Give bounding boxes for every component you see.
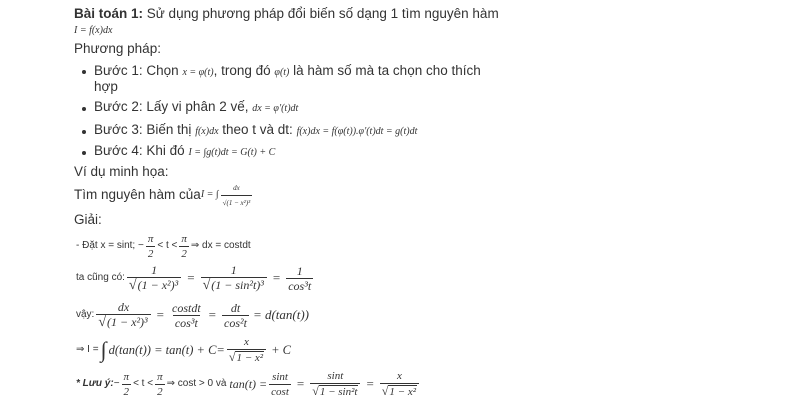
example-problem-lhs: I = ∫ (200, 189, 219, 200)
l4-body: d(tan(t)) = tan(t) + C= (108, 343, 225, 357)
problem-title-bold: Bài toán 1: (74, 6, 144, 21)
l2-fraction-3 (286, 265, 313, 292)
l5-mid: < t < (133, 378, 154, 389)
l5-f2-den-radicand: 1 − sin²t (319, 386, 358, 398)
step-3 (94, 122, 417, 140)
bullet-4 (82, 151, 86, 155)
method-heading: Phương pháp: (74, 41, 161, 56)
example-problem-num: dx (233, 183, 240, 192)
l5-note-label: * Lưu ý: (76, 378, 114, 389)
l2-f2-den-radicand: (1 − sin²t)³ (211, 278, 264, 292)
l5-fraction-2 (310, 370, 360, 398)
example-heading: Ví dụ minh họa: (74, 164, 169, 179)
l2-f2-num: 1 (230, 263, 237, 277)
l1-fraction-1 (146, 233, 156, 260)
solution-line-5: * Lưu ý: − $\frac{\pi}{2}$ < t < $\frac{\pi}{2}$ ⇒ cost > 0 và tan(t) = $\frac{\sin t}{\cos t}$ = $\frac{\sin t}{\text{√1 − sin²t}}$ = $\frac{x}{\text{√1 − x²}}$ (76, 369, 421, 399)
l5-tan: tan(t) = (229, 377, 268, 391)
problem-formula-math: I = f(x)dx (74, 25, 113, 36)
solution-heading: Giải: (74, 212, 102, 227)
step-1-text-a: Bước 1: Chọn (94, 63, 183, 78)
l2-f2-den: √(1 − sin²t)³ (201, 277, 267, 292)
solution-line-1 (76, 231, 251, 261)
l3-f1-den: √(1 − x²)³ (96, 314, 150, 329)
l1-num2: π (181, 232, 187, 245)
bullet-1 (82, 70, 86, 74)
l5-fraction-pi-1 (122, 371, 132, 398)
l4-f-num: x (244, 336, 249, 348)
l4-f-den: √1 − x² (227, 349, 266, 364)
l4-pre: ⇒ I = (76, 344, 99, 355)
step-3-math-2: f(x)dx = f(φ(t)).φ'(t)dt = g(t)dt (296, 126, 418, 137)
step-4 (94, 143, 275, 161)
l4-f-den-radicand: 1 − x² (236, 352, 264, 364)
l5-f3-den-radicand: 1 − x² (389, 386, 416, 398)
solution-line-4 (76, 334, 291, 366)
step-1 (94, 63, 481, 81)
l5-f2-den: √1 − sin²t (310, 383, 360, 398)
l1-pre: - Đặt x = sint; − (76, 240, 144, 251)
l5-f3-num: x (396, 370, 402, 382)
l5-f3-den: √1 − x² (380, 383, 419, 398)
l3-fraction-1 (96, 301, 150, 329)
l3-pre: vậy: (76, 309, 95, 320)
l3-f3-den: cos²t (224, 315, 247, 330)
l5-fraction-3 (380, 370, 419, 398)
step-2-math: dx = φ'(t)dt (252, 103, 299, 114)
l5-f1-den: cost (271, 385, 289, 398)
step-1-text-b: , trong đó (213, 63, 275, 78)
solution-line-3: vậy: $\frac{dx}{\text{√(1 − x²)³}}$ = $\frac{\text{costdt}}{\text{cos³t}}$ = $\frac{dt}{\text{cos²t}}$ = d(tan(t)) (76, 300, 310, 330)
l1-mid: < t < (157, 240, 178, 251)
l2-f3-num: 1 (296, 263, 303, 278)
l4-post: + C (271, 343, 291, 357)
example-problem (74, 181, 254, 209)
step-3-math-1: f(x)dx (195, 126, 219, 137)
step-3-text-b: theo t và dt: (218, 122, 297, 137)
step-1-math-2: φ(t) (274, 67, 290, 78)
l1-post: ⇒ dx = costdt (190, 240, 251, 251)
problem-title-text: Sử dụng phương pháp đổi biến số dạng 1 tìm nguyên hàm (143, 6, 499, 21)
l5-n1: π (123, 370, 130, 383)
example-problem-fraction (221, 182, 253, 209)
l3-post: = d(tan(t)) (252, 307, 310, 322)
l5-fraction-pi-2 (155, 371, 165, 398)
integral-sign: ∫ (100, 337, 107, 362)
l5-n2: π (157, 370, 163, 383)
l2-fraction-2 (201, 264, 267, 292)
l2-pre: ta cũng có: (76, 272, 125, 283)
l1-num: π (147, 232, 154, 245)
l5-b: ⇒ cost > 0 và (166, 378, 227, 389)
l1-den2: 2 (181, 247, 187, 260)
l2-f1-num: 1 (151, 263, 158, 277)
step-4-text: Bước 4: Khi đó (94, 143, 189, 158)
l1-den: 2 (147, 247, 154, 260)
l2-f3-den: cos³t (288, 278, 312, 293)
step-1-math-1: x = φ(t) (182, 67, 214, 78)
problem-title (74, 6, 499, 22)
example-problem-text: Tìm nguyên hàm của (74, 187, 201, 202)
l5-a: − (113, 378, 120, 389)
bullet-2 (82, 107, 86, 111)
l3-f1-den-radicand: (1 − x²)³ (107, 315, 148, 329)
step-4-math: I = ∫g(t)dt = G(t) + C (188, 147, 276, 158)
l5-d2: 2 (157, 385, 163, 398)
l2-f1-den-radicand: (1 − x²)³ (137, 278, 179, 292)
l3-f2-num: costdt (172, 300, 201, 315)
l3-f2-den: cos³t (174, 315, 198, 330)
l3-f3-num: dt (230, 300, 241, 315)
step-2-text: Bước 2: Lấy vi phân 2 vế, (94, 99, 253, 114)
step-3-text-a: Bước 3: Biến thị (94, 122, 196, 137)
step-1-continued: hợp (94, 79, 118, 94)
step-2 (94, 99, 298, 117)
l5-fraction-1 (269, 371, 291, 398)
solution-line-2: ta cũng có: $\frac{1}{\text{√(1 − x²)³}}$ = $\frac{1}{\text{√(1 − sin²t)³}}$ = $\frac{1}{\text{cos³t}}$ (76, 263, 312, 293)
l2-f1-den: √(1 − x²)³ (127, 277, 181, 292)
l3-fraction-3 (222, 302, 249, 329)
example-problem-den: √(1 − x²)³ (221, 195, 253, 209)
l3-fraction-2 (170, 302, 203, 329)
l5-f1-num: sint (272, 370, 288, 383)
l5-f2-num: sint (327, 370, 344, 382)
problem-formula (74, 21, 112, 39)
l2-fraction-1 (127, 264, 181, 292)
l5-d1: 2 (123, 385, 130, 398)
bullet-3 (82, 130, 86, 134)
l1-fraction-2 (179, 233, 189, 260)
l3-f1-num: dx (117, 300, 130, 314)
l4-fraction (227, 336, 266, 364)
step-1-text-c: là hàm số mà ta chọn cho thích (289, 63, 481, 78)
